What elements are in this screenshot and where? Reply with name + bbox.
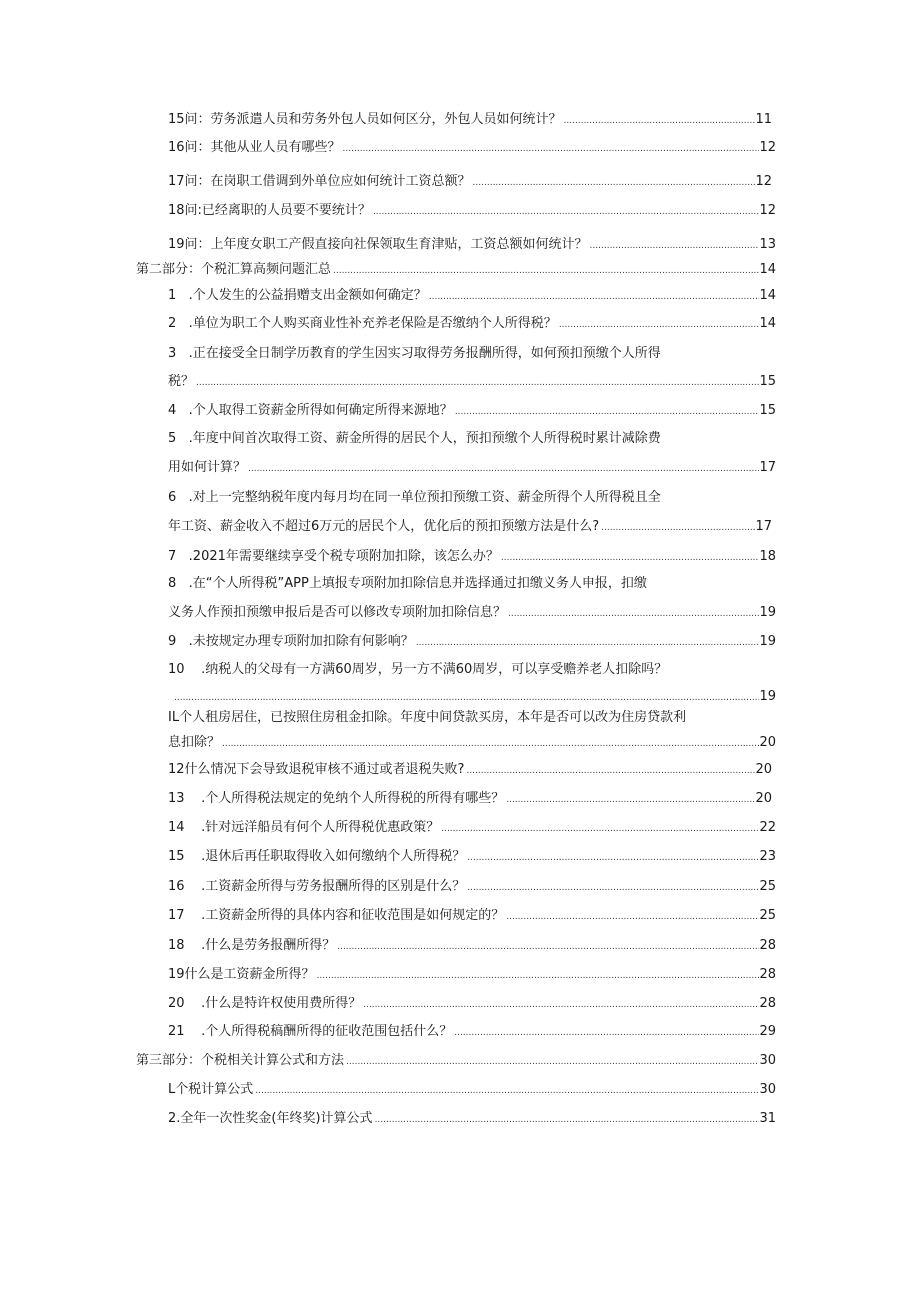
toc-leader	[253, 1084, 759, 1098]
toc-entry-text: 第三部分：个税相关计算公式和方法	[136, 1053, 345, 1068]
toc-page-number: 23	[759, 849, 776, 864]
toc-entry-text: 8 .在“个人所得税”APP上填报专项附加扣除信息并选择通过扣缴义务人申报，扣缴	[168, 576, 647, 591]
toc-entry-text: 16 .工资薪金所得与劳务报酬所得的区别是什么？	[168, 879, 466, 894]
toc-entry-text: L个税计算公式	[168, 1082, 254, 1097]
toc-entry[interactable]	[168, 1020, 776, 1040]
toc-entry-text: 16问：其他从业人员有哪些？	[168, 140, 341, 155]
toc-page-number: 14	[759, 262, 776, 277]
toc-entry[interactable]	[168, 233, 776, 253]
toc-entry-text: 用如何计算？	[168, 460, 247, 475]
toc-entry[interactable]	[168, 486, 776, 506]
toc-leader	[439, 822, 759, 836]
toc-entry[interactable]	[168, 108, 772, 128]
toc-page-number: 28	[759, 967, 776, 982]
toc-page-number: 15	[759, 374, 776, 389]
toc-entry-text: 2 .单位为职工个人购买商业性补充养老保险是否缴纳个人所得税？	[168, 316, 557, 331]
toc-leader	[465, 881, 759, 895]
toc-leader	[194, 376, 759, 390]
toc-entry-text: 21 .个人所得税稿酬所得的征收范围包括什么？	[168, 1024, 453, 1039]
toc-leader	[331, 264, 759, 278]
toc-entry[interactable]	[168, 284, 776, 304]
toc-section-heading[interactable]	[136, 258, 776, 278]
toc-leader	[220, 737, 759, 751]
toc-entry-text: 18问:已经离职的人员要不要统计？	[168, 203, 371, 218]
toc-leader	[504, 793, 755, 807]
toc-leader	[361, 998, 759, 1012]
toc-entry-continuation[interactable]	[168, 601, 776, 621]
toc-entry-text: 息扣除？	[168, 735, 221, 750]
toc-page-number: 17	[759, 460, 776, 475]
toc-entry-text: 6 .对上一完整纳税年度内每月均在同一单位预扣预缴工资、薪金所得个人所得税且全	[168, 490, 661, 505]
toc-entry[interactable]	[168, 545, 776, 565]
toc-entry-text: 15 .退休后再任职取得收入如何缴纳个人所得税？	[168, 849, 466, 864]
toc-page-number: 12	[759, 140, 776, 155]
toc-entry-continuation[interactable]	[168, 515, 772, 535]
toc-entry[interactable]	[168, 199, 776, 219]
toc-leader	[557, 318, 760, 332]
toc-entry[interactable]	[168, 572, 776, 592]
toc-page-number: 19	[759, 634, 776, 649]
toc-entry-text: 4 .个人取得工资薪金所得如何确定所得来源地？	[168, 403, 453, 418]
toc-page-number: 11	[755, 112, 772, 127]
toc-leader	[427, 290, 760, 304]
toc-entry-text: 1 .个人发生的公益捐赠支出金额如何确定？	[168, 288, 427, 303]
toc-entry-text: 17问：在岗职工借调到外单位应如何统计工资总额？	[168, 174, 471, 189]
toc-entry[interactable]	[168, 904, 776, 924]
toc-leader	[172, 691, 759, 705]
toc-page-number: 30	[759, 1053, 776, 1068]
toc-entry-text: 税？	[168, 374, 195, 389]
toc-entry-text: 7 .2021年需要继续享受个税专项附加扣除，该怎么办？	[168, 549, 499, 564]
toc-page-number: 29	[759, 1024, 776, 1039]
toc-page-number: 15	[759, 403, 776, 418]
toc-page-number: 12	[759, 203, 776, 218]
toc-entry-continuation[interactable]	[172, 685, 776, 705]
toc-page-number: 20	[755, 791, 772, 806]
toc-entry-continuation[interactable]	[168, 731, 776, 751]
toc-leader	[335, 940, 759, 954]
toc-leader	[562, 114, 756, 128]
toc-entry-text: 20 .什么是特许权使用费所得？	[168, 996, 362, 1011]
toc-page-number: 14	[759, 316, 776, 331]
toc-page-number: 28	[759, 996, 776, 1011]
toc-page-number: 17	[755, 519, 772, 534]
toc-page-number: 13	[759, 237, 776, 252]
toc-entry[interactable]	[168, 845, 776, 865]
toc-entry-text: 13 .个人所得税法规定的免纳个人所得税的所得有哪些？	[168, 791, 505, 806]
toc-entry[interactable]	[168, 630, 776, 650]
toc-entry-text: 18 .什么是劳务报酬所得？	[168, 938, 336, 953]
toc-entry[interactable]	[168, 875, 776, 895]
toc-entry-text: 5 .年度中间首次取得工资、薪金所得的居民个人，预扣预缴个人所得税时累计减除费	[168, 431, 661, 446]
toc-entry[interactable]	[168, 136, 776, 156]
toc-leader	[471, 176, 756, 190]
toc-entry[interactable]	[168, 758, 772, 778]
toc-page-number: 20	[759, 735, 776, 750]
toc-entry[interactable]	[168, 816, 776, 836]
toc-leader	[588, 239, 760, 253]
toc-leader	[246, 462, 759, 476]
toc-leader	[506, 607, 759, 621]
toc-entry[interactable]	[168, 1107, 776, 1127]
toc-entry-text: 19问：上年度女职工产假直接向社保领取生育津贴，工资总额如何统计？	[168, 237, 588, 252]
toc-entry-continuation[interactable]	[168, 456, 776, 476]
toc-entry-text: 17 .工资薪金所得的具体内容和征收范围是如何规定的？	[168, 908, 505, 923]
toc-page-number: 19	[759, 605, 776, 620]
toc-section-heading[interactable]	[136, 1049, 776, 1069]
toc-entry[interactable]	[168, 342, 776, 362]
toc-page-number: 20	[755, 762, 772, 777]
toc-entry[interactable]	[168, 934, 776, 954]
toc-leader	[599, 521, 755, 535]
toc-entry[interactable]	[168, 706, 776, 726]
toc-leader	[315, 969, 760, 983]
toc-entry[interactable]	[168, 963, 776, 983]
toc-leader	[371, 205, 760, 219]
toc-entry[interactable]	[168, 658, 776, 678]
toc-entry-text: 10 .纳税人的父母有一方满60周岁，另一方不满60周岁，可以享受赡养老人扣除吗？	[168, 662, 668, 677]
toc-leader	[499, 551, 760, 565]
toc-entry-text: 3 .正在接受全日制学历教育的学生因实习取得劳务报酬所得，如何预扣预缴个人所得	[168, 346, 661, 361]
toc-entry[interactable]	[168, 992, 776, 1012]
toc-entry[interactable]	[168, 312, 776, 332]
toc-entry-text: 年工资、薪金收入不超过6万元的居民个人，优化后的预扣预缴方法是什么?	[168, 519, 600, 534]
toc-leader	[465, 851, 759, 865]
toc-entry[interactable]	[168, 399, 776, 419]
toc-entry-continuation[interactable]	[168, 370, 776, 390]
toc-page-number: 14	[759, 288, 776, 303]
toc-entry[interactable]	[168, 787, 772, 807]
toc-entry[interactable]	[168, 427, 776, 447]
toc-page-number: 22	[759, 820, 776, 835]
toc-leader	[341, 142, 760, 156]
toc-page-number: 31	[759, 1111, 776, 1126]
toc-entry[interactable]	[168, 170, 772, 190]
toc-entry-text: 第二部分：个税汇算高频问题汇总	[136, 262, 332, 277]
toc-leader	[453, 405, 760, 419]
toc-leader	[504, 910, 759, 924]
toc-entry-text: 19什么是工资薪金所得？	[168, 967, 315, 982]
toc-entry-text: 义务人作预扣预缴申报后是否可以修改专项附加扣除信息？	[168, 605, 507, 620]
toc-entry-text: 12什么情况下会导致退税审核不通过或者退税失败?	[168, 762, 465, 777]
toc-leader	[464, 764, 755, 778]
toc-leader	[373, 1113, 760, 1127]
toc-entry-text: 15问：劳务派遣人员和劳务外包人员如何区分，外包人员如何统计？	[168, 112, 562, 127]
toc-leader	[344, 1055, 759, 1069]
toc-entry[interactable]	[168, 1078, 776, 1098]
toc-page-number: 25	[759, 879, 776, 894]
toc-page-number: 12	[755, 174, 772, 189]
toc-entry-text: 2.全年一次性奖金(年终奖)计算公式	[168, 1111, 373, 1126]
toc-leader	[452, 1026, 759, 1040]
toc-page-number: 18	[759, 549, 776, 564]
toc-entry-text: 14 .针对远洋船员有何个人所得税优惠政策？	[168, 820, 440, 835]
toc-entry-text: IL个人租房居住，已按照住房租金扣除。年度中间贷款买房，本年是否可以改为住房贷款利	[168, 710, 687, 725]
toc-page-number: 28	[759, 938, 776, 953]
toc-page-number: 19	[759, 689, 776, 704]
toc-entry-text: 9 .未按规定办理专项附加扣除有何影响？	[168, 634, 414, 649]
toc-leader	[414, 636, 760, 650]
toc-page-number: 25	[759, 908, 776, 923]
toc-page-number: 30	[759, 1082, 776, 1097]
